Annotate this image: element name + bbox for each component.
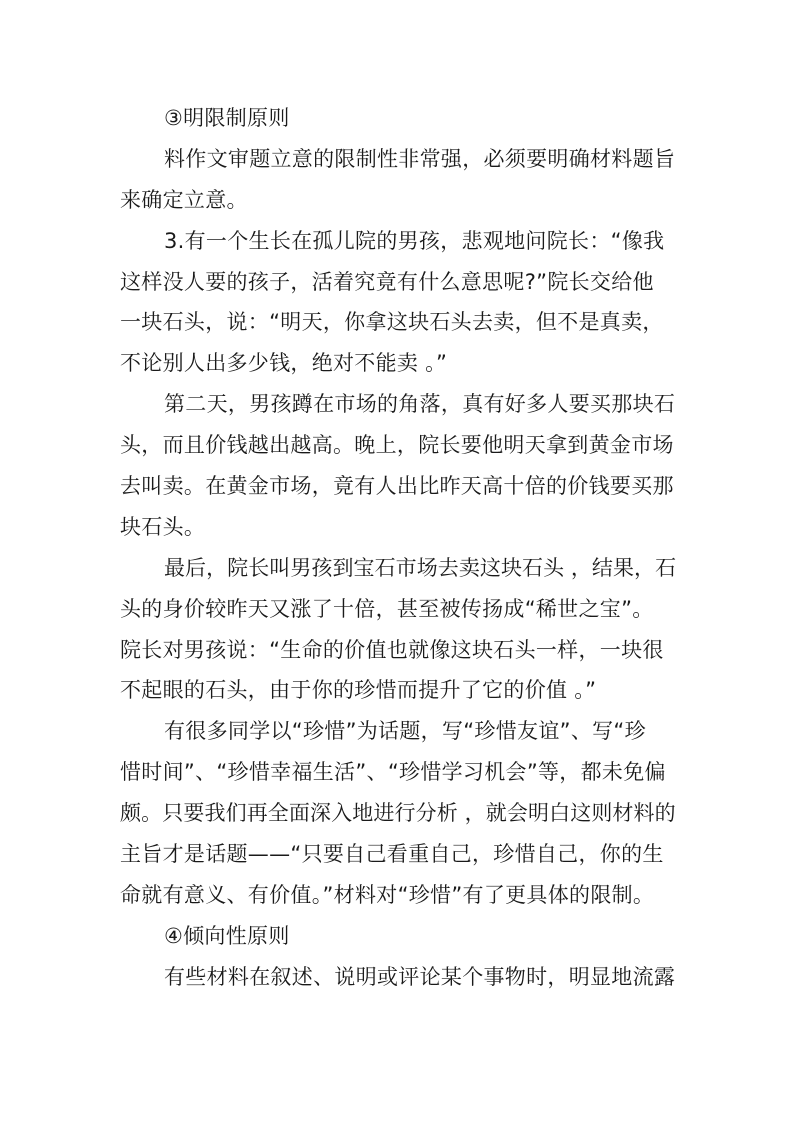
body-line: 主旨才是话题——“只要自己看重自己，珍惜自己，你的生 <box>120 842 664 867</box>
section-heading-4: ④倾向性原则 <box>164 923 290 948</box>
body-line: 一块石头，说：“明天，你拿这块石头去卖，但不是真卖， <box>120 310 664 335</box>
body-line: 头的身价较昨天又涨了十倍，甚至被传扬成“稀世之宝”。 <box>120 596 654 621</box>
body-line: 块石头。 <box>120 514 206 539</box>
body-line: 惜时间”、“珍惜幸福生活”、“珍惜学习机会”等，都未免偏 <box>120 760 666 785</box>
body-line: 最后，院长叫男孩到宝石市场去卖这块石头 ，结果，石 <box>164 555 677 580</box>
document-body <box>120 98 676 998</box>
body-line: 颇。只要我们再全面深入地进行分析 ，就会明白这则材料的 <box>120 801 676 826</box>
body-line: 有很多同学以“珍惜”为话题，写“珍惜友谊”、写“珍 <box>164 719 646 744</box>
body-line: 去叫卖。在黄金市场，竟有人出比昨天高十倍的价钱要买那 <box>120 474 674 499</box>
section-heading-3: ③明限制原则 <box>164 106 290 130</box>
body-line: 不起眼的石头，由于你的珍惜而提升了它的价值 。” <box>120 678 597 703</box>
body-line: 来确定立意。 <box>120 187 248 212</box>
body-line: 不论别人出多少钱，绝对不能卖 。” <box>120 351 448 376</box>
body-line: 第二天，男孩蹲在市场的角落，真有好多人要买那块石 <box>164 392 676 417</box>
body-line: 头，而且价钱越出越高。晚上，院长要他明天拿到黄金市场 <box>120 433 674 458</box>
body-line: 有些材料在叙述、说明或评论某个事物时，明显地流露 <box>164 964 676 989</box>
body-line: 这样没人要的孩子，活着究竟有什么意思呢?”院长交给他 <box>120 269 654 294</box>
body-line: 命就有意义、有价值。”材料对“珍惜”有了更具体的限制。 <box>120 882 655 907</box>
body-line: 料作文审题立意的限制性非常强，必须要明确材料题旨 <box>164 146 676 171</box>
body-line: 院长对男孩说：“生命的价值也就像这块石头一样，一块很 <box>120 637 664 662</box>
body-line: 3.有一个生长在孤儿院的男孩，悲观地问院长：“像我 <box>164 228 665 253</box>
